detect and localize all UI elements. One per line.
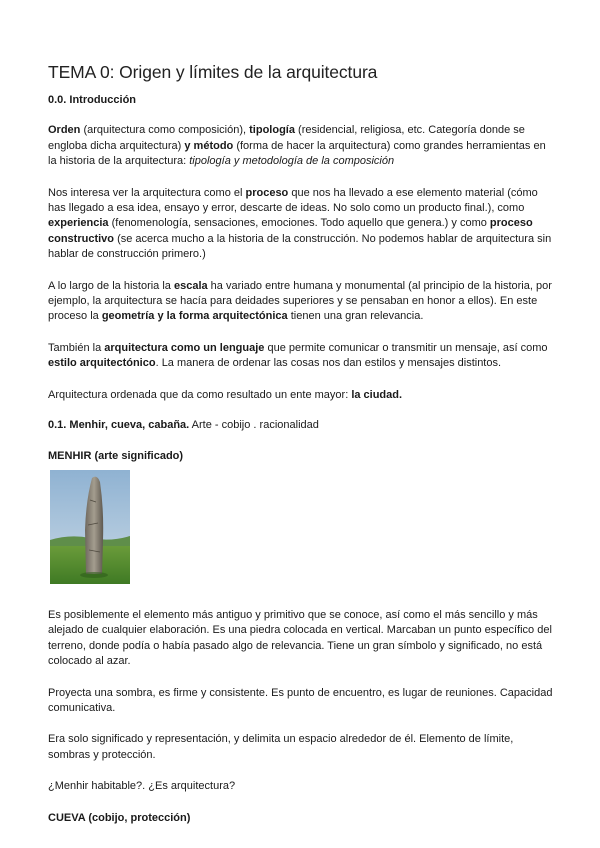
term-proceso: proceso [245, 186, 289, 199]
section-heading-intro: 0.0. Introducción [48, 94, 137, 106]
paragraph-lenguaje [48, 341, 553, 372]
paragraph-ciudad [48, 388, 553, 403]
text: (forma de hacer la arquitectura) como grandes herramientas en la historia de la arquitectura: [48, 139, 546, 168]
text: (residencial, religiosa, etc. Categoría donde se engloba dicha arquitectura) [48, 124, 525, 152]
paragraph-escala [48, 279, 553, 325]
term-metodo: y método [184, 139, 234, 152]
text: . La manera de ordenar las cosas nos dan estilos y mensajes distintos. [155, 357, 502, 370]
term-lenguaje: arquitectura como un lenguaje [104, 341, 265, 354]
text: (fenomenología, sensaciones, emociones. Todo aquello que genera.) y como [108, 217, 490, 230]
section-subtitle: Arte - cobijo . racionalidad [189, 419, 319, 432]
text: ha variado entre humana y monumental (al principio de la historia, por ejemplo, la arquitectura se hacía para deidades superiores y se pensaban en honor a ellos). En este proceso la [48, 279, 552, 323]
paragraph-orden [48, 123, 553, 169]
section-heading-text: 0.1. Menhir, cueva, cabaña. [48, 419, 190, 432]
menhir-photo [50, 470, 130, 584]
text: Arquitectura ordenada que da como resultado un ente mayor: [48, 388, 352, 401]
text: Nos interesa ver la arquitectura como el [48, 186, 246, 199]
term-experiencia: experiencia [48, 217, 109, 230]
term-estilo: estilo arquitectónico [48, 357, 156, 370]
text: tienen una gran relevancia. [287, 310, 424, 323]
text: que permite comunicar o transmitir un mensaje, así como [264, 341, 548, 354]
section-heading-menhir-cueva-cabana [48, 418, 553, 433]
stone-shadow [80, 572, 108, 578]
paragraph-proceso [48, 186, 553, 263]
term-geometria: geometría y la forma arquitectónica [101, 310, 288, 323]
term-escala: escala [173, 279, 208, 292]
paragraph-menhir-3: Era solo significado y representación, y delimita un espacio alrededor de él. Elemento de límite, sombras y protección. [48, 733, 514, 761]
term-ciudad: la ciudad. [351, 388, 403, 401]
term-orden: Orden [48, 124, 81, 137]
text: A lo largo de la historia la [48, 279, 174, 292]
paragraph-menhir-question: ¿Menhir habitable?. ¿Es arquitectura? [48, 780, 236, 793]
text: que nos ha llevado a ese elemento material (cómo has llegado a esa idea, ensayo y error, descarte de ideas. No solo como un producto final.), como [48, 186, 538, 215]
paragraph-menhir-2: Proyecta una sombra, es firme y consistente. Es punto de encuentro, es lugar de reuniones. Capacidad comunicativa. [48, 686, 553, 714]
page-title: TEMA 0: Origen y límites de la arquitectura [48, 62, 378, 82]
subheading-menhir: MENHIR (arte significado) [48, 449, 184, 462]
document-page [48, 62, 553, 826]
italic-phrase: tipología y metodología de la composición [189, 155, 395, 168]
paragraph-menhir-1: Es posiblemente el elemento más antiguo y primitivo que se conoce, así como el más sencillo y más alejado de cualquier elaboración. Es una piedra colocada en vertical. Marcaban un punto específico del terreno, donde podía o había pasado algo de relevancia. Tiene un gran símbolo y significado, no está colocado al azar. [48, 608, 552, 668]
menhir-image [50, 470, 130, 584]
term-proceso-constructivo: proceso constructivo [48, 217, 533, 245]
subheading-cueva: CUEVA (cobijo, protección) [48, 811, 191, 824]
text: (arquitectura como composición), [80, 124, 250, 137]
term-tipologia: tipología [249, 124, 295, 137]
text: (se acerca mucho a la historia de la construcción. No podemos hablar de arquitectura sin hablar de construcción primero.) [48, 232, 552, 261]
text: También la [48, 341, 105, 354]
